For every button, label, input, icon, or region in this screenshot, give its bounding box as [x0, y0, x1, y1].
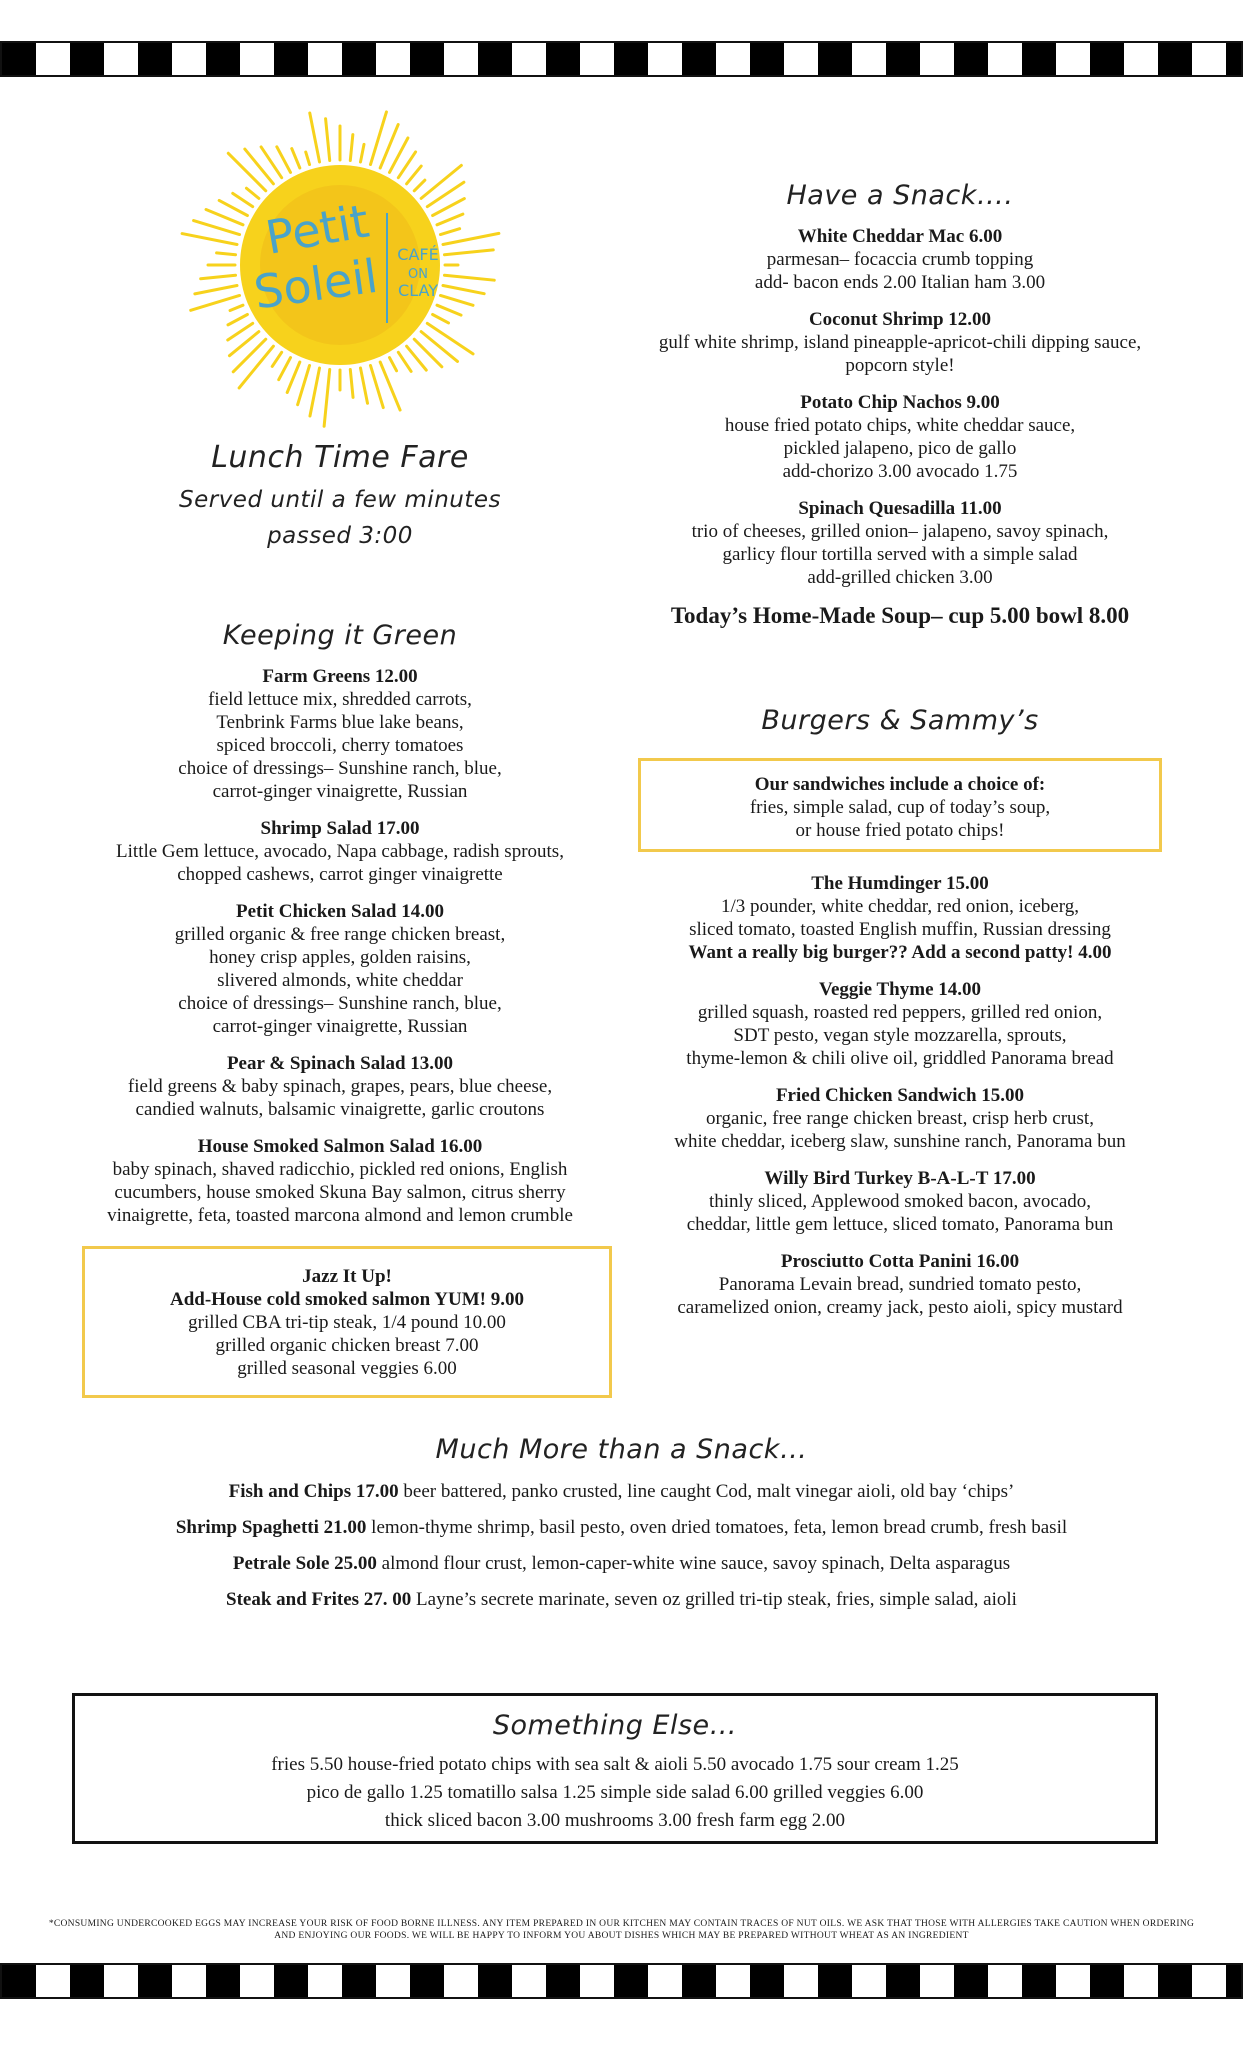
sun-ray: [219, 200, 247, 215]
sun-ray: [370, 365, 383, 407]
sun-ray: [350, 135, 353, 161]
menu-item-description: pickled jalapeno, pico de gallo: [783, 438, 1017, 459]
menu-item-name: Spinach Quesadilla 11.00: [798, 498, 1002, 519]
sun-ray: [360, 368, 367, 403]
menu-item: [85, 900, 595, 1038]
sun-ray: [437, 305, 461, 315]
burger-items: [630, 872, 1170, 1319]
sun-ray: [389, 358, 396, 371]
sandwich-choice-line-2: or house fried potato chips!: [795, 820, 1005, 841]
sun-ray: [421, 165, 461, 198]
menu-item: [630, 1084, 1170, 1153]
menu-item: [630, 225, 1170, 294]
menu-item-name: Fried Chicken Sandwich 15.00: [775, 1085, 1025, 1106]
menu-item-name: Coconut Shrimp 12.00: [808, 309, 992, 330]
sun-ray: [443, 233, 499, 244]
logo-word-petit: Petit: [261, 193, 373, 265]
more-item-name: Shrimp Spaghetti 21.00: [175, 1517, 367, 1538]
sun-ray: [310, 368, 320, 416]
sandwich-choice-line-1: fries, simple salad, cup of today’s soup,: [749, 797, 1051, 818]
lunch-subtitle: [120, 482, 560, 554]
menu-item-description: thinly sliced, Applewood smoked bacon, avocado,: [708, 1191, 1092, 1212]
lunch-subtitle-line-2: passed 3:00: [267, 523, 413, 549]
lunch-subtitle-line-1: Served until a few minutes: [178, 487, 502, 513]
jazz-line-2: grilled CBA tri-tip steak, 1/4 pound 10.00: [188, 1312, 506, 1333]
more-items: [0, 1481, 1243, 1611]
menu-item-description: garlicy flour tortilla served with a simple salad: [722, 544, 1078, 565]
menu-item-description: organic, free range chicken breast, crisp herb crust,: [706, 1108, 1094, 1129]
menu-item-description: choice of dressings– Sunshine ranch, blue,: [178, 758, 502, 779]
menu-item-description: Panorama Levain bread, sundried tomato pesto,: [718, 1274, 1082, 1295]
logo-tag-on: ON: [408, 267, 428, 282]
menu-item: [85, 817, 595, 886]
menu-item-description: field greens & baby spinach, grapes, pears, blue cheese,: [127, 1076, 553, 1097]
menu-item-description: white cheddar, iceberg slaw, sunshine ranch, Panorama bun: [674, 1131, 1126, 1152]
menu-item-name: White Cheddar Mac 6.00: [797, 226, 1003, 247]
sun-ray: [440, 295, 473, 305]
more-item-name: Steak and Frites 27. 00: [226, 1589, 412, 1610]
sun-ray: [201, 275, 236, 278]
menu-item-extra: Want a really big burger?? Add a second patty! 4.00: [688, 942, 1112, 963]
sun-ray: [194, 221, 240, 235]
menu-item-description: grilled squash, roasted red peppers, grilled red onion,: [697, 1002, 1103, 1023]
menu-item: [630, 978, 1170, 1070]
logo-word-soleil: Soleil: [250, 248, 381, 320]
sandwich-choice-box: [638, 758, 1162, 852]
menu-item: [630, 391, 1170, 483]
jazz-it-up-box: [82, 1246, 612, 1398]
footnote-line-1: *CONSUMING UNDERCOOKED EGGS MAY INCREASE YOUR RISK OF FOOD BORNE ILLNESS. ANY ITEM PREPARED IN OUR KITCHEN MAY CONTAIN TRACES OF NUT OILS. WE ASK THAT THOSE WITH ALLERGIES TAKE CAUTION WHEN ORDERING: [48, 1919, 1195, 1929]
menu-item-description: spiced broccoli, cherry tomatoes: [216, 735, 464, 756]
more-item-description: Layne’s secrete marinate, seven oz grilled tri-tip steak, fries, simple salad, aioli: [411, 1589, 1017, 1610]
more-item-name: Fish and Chips 17.00: [228, 1481, 399, 1502]
menu-item-description: cucumbers, house smoked Skuna Bay salmon, citrus sherry: [114, 1182, 566, 1203]
sandwich-choice-title: Our sandwiches include a choice of:: [754, 774, 1046, 795]
menu-item-description: Tenbrink Farms blue lake beans,: [216, 712, 464, 733]
menu-item-description: trio of cheeses, grilled onion– jalapeno, savoy spinach,: [691, 521, 1109, 542]
sun-ray: [279, 358, 291, 380]
sun-ray: [228, 314, 247, 324]
menu-item-name: Pear & Spinach Salad 13.00: [226, 1053, 454, 1074]
sun-ray: [310, 113, 320, 162]
menu-item-name: Willy Bird Turkey B-A-L-T 17.00: [764, 1168, 1036, 1189]
footnote-line-2: AND ENJOYING OUR FOODS. WE WILL BE HAPPY TO INFORM YOU ABOUT DISHES WHICH MAY BE PREPARED WITHOUT WHEAT AS AN INGREDIENT: [274, 1931, 969, 1941]
menu-item-description: gulf white shrimp, island pineapple-apricot-chili dipping sauce,: [658, 332, 1142, 353]
checker-border-top: [0, 41, 1243, 77]
menu-item: [630, 1167, 1170, 1236]
menu-item-description: SDT pesto, vegan style mozzarella, sprouts,: [733, 1025, 1067, 1046]
petit-soleil-logo: [170, 95, 510, 435]
sun-ray: [437, 214, 463, 225]
more-item: [0, 1589, 1243, 1611]
checker-border-bottom: [0, 1963, 1243, 1999]
more-item-name: Petrale Sole 25.00: [232, 1553, 377, 1574]
sun-ray: [272, 352, 281, 366]
sun-ray: [233, 339, 266, 372]
menu-item-name: Veggie Thyme 14.00: [818, 979, 982, 1000]
menu-item: [85, 1135, 595, 1227]
sun-ray: [414, 180, 425, 191]
sun-ray: [239, 346, 273, 388]
sun-ray: [433, 314, 449, 322]
menu-item-description: cheddar, little gem lettuce, sliced tomato, Panorama bun: [686, 1214, 1114, 1235]
else-line-3: thick sliced bacon 3.00 mushrooms 3.00 fresh farm egg 2.00: [384, 1810, 846, 1831]
menu-item-description: carrot-ginger vinaigrette, Russian: [212, 1016, 468, 1037]
menu-item-name: House Smoked Salmon Salad 16.00: [197, 1136, 483, 1157]
sun-ray: [440, 229, 459, 235]
menu-item-name: Potato Chip Nachos 9.00: [800, 392, 1000, 413]
logo-tag-clay: CLAY: [398, 281, 438, 300]
menu-item-description: house fried potato chips, white cheddar sauce,: [724, 415, 1076, 436]
soup-line: Today’s Home-Made Soup– cup 5.00 bowl 8.00: [670, 603, 1130, 628]
sun-ray: [230, 305, 243, 310]
lunch-title: Lunch Time Fare: [211, 440, 469, 475]
sun-ray: [324, 369, 330, 426]
menu-item-description: field lettuce mix, shredded carrots,: [208, 689, 472, 710]
jazz-line-3: grilled organic chicken breast 7.00: [215, 1335, 479, 1356]
sun-ray: [444, 250, 493, 255]
section-keeping-it-green: [85, 620, 595, 1241]
else-line-2: pico de gallo 1.25 tomatillo salsa 1.25 simple side salad 6.00 grilled veggies 6.00: [306, 1782, 924, 1803]
menu-item: [630, 497, 1170, 589]
sun-ray: [182, 234, 237, 245]
menu-item-description: popcorn style!: [845, 355, 955, 376]
sun-ray: [360, 144, 364, 162]
menu-item-name: Prosciutto Cotta Panini 16.00: [780, 1251, 1020, 1272]
menu-item-name: Farm Greens 12.00: [262, 666, 418, 687]
sun-ray: [298, 365, 310, 404]
sun-ray: [427, 323, 473, 354]
menu-item-description: add-grilled chicken 3.00: [807, 567, 993, 588]
menu-item-name: Shrimp Salad 17.00: [260, 818, 420, 839]
menu-item-name: Petit Chicken Salad 14.00: [236, 901, 444, 922]
more-item: [0, 1481, 1243, 1503]
menu-item-description: thyme-lemon & chili olive oil, griddled Panorama bread: [686, 1048, 1114, 1069]
sun-ray: [277, 147, 291, 173]
sun-ray: [287, 362, 300, 392]
snack-items: [630, 225, 1170, 589]
menu-item: [630, 1250, 1170, 1319]
menu-item-description: honey crisp apples, golden raisins,: [209, 947, 471, 968]
more-item-description: lemon-thyme shrimp, basil pesto, oven dried tomatoes, feta, lemon bread crumb, fresh basil: [366, 1517, 1068, 1538]
menu-item-description: add- bacon ends 2.00 Italian ham 3.00: [754, 272, 1046, 293]
section-title-burgers: Burgers & Sammy’s: [761, 705, 1039, 736]
more-item: [0, 1553, 1243, 1575]
more-item-description: almond flour crust, lemon-caper-white wine sauce, savoy spinach, Delta asparagus: [376, 1553, 1011, 1574]
green-items: [85, 665, 595, 1227]
menu-item-description: candied walnuts, balsamic vinaigrette, garlic croutons: [135, 1099, 545, 1120]
menu-item-description: caramelized onion, creamy jack, pesto aioli, spicy mustard: [677, 1297, 1123, 1318]
sun-ray: [407, 166, 422, 184]
section-title-green: Keeping it Green: [222, 620, 458, 651]
menu-item-name: The Humdinger 15.00: [811, 873, 989, 894]
menu-item-description: chopped cashews, carrot ginger vinaigrette: [177, 864, 503, 885]
burger-items-column: [630, 872, 1170, 1333]
section-title-snack: Have a Snack….: [786, 180, 1014, 211]
menu-item-description: slivered almonds, white cheddar: [217, 970, 463, 991]
menu-item-description: add-chorizo 3.00 avocado 1.75: [782, 461, 1018, 482]
jazz-title: Jazz It Up!: [302, 1266, 392, 1287]
sun-ray: [228, 153, 265, 190]
something-else-box: [72, 1693, 1158, 1844]
menu-item-description: parmesan– focaccia crumb topping: [766, 249, 1034, 270]
sun-ray: [228, 323, 253, 340]
else-line-1: fries 5.50 house-fried potato chips with sea salt & aioli 5.50 avocado 1.75 sour cream 1.25: [271, 1754, 959, 1775]
sun-ray: [245, 149, 274, 184]
sun-ray: [326, 119, 330, 161]
menu-item-description: baby spinach, shaved radicchio, pickled red onions, English: [112, 1159, 568, 1180]
sun-ray: [195, 285, 237, 293]
sun-ray: [246, 188, 258, 198]
jazz-line-1: Add-House cold smoked salmon YUM! 9.00: [170, 1289, 524, 1310]
more-item: [0, 1517, 1243, 1539]
sun-ray: [421, 332, 457, 362]
menu-item-description: Little Gem lettuce, avocado, Napa cabbage, radish sprouts,: [116, 841, 564, 862]
section-have-a-snack: [630, 180, 1170, 629]
menu-item: [85, 665, 595, 803]
menu-item-description: grilled organic & free range chicken breast,: [174, 924, 506, 945]
sun-ray: [443, 285, 484, 293]
menu-item-description: vinaigrette, feta, toasted marcona almond and lemon crumble: [107, 1205, 573, 1226]
allergy-footnote: [20, 1918, 1223, 1942]
sun-ray: [444, 275, 494, 280]
sun-ray: [350, 369, 353, 397]
menu-item-description: carrot-ginger vinaigrette, Russian: [212, 781, 468, 802]
more-item-description: beer battered, panko crusted, line caught Cod, malt vinegar aioli, old bay ‘chips’: [398, 1481, 1015, 1502]
logo-tag-cafe: CAFÉ: [397, 245, 439, 264]
section-title-else: Something Else…: [492, 1710, 738, 1741]
section-title-more: Much More than a Snack…: [435, 1434, 808, 1465]
sun-ray: [292, 149, 300, 168]
menu-item-description: 1/3 pounder, white cheddar, red onion, iceberg,: [721, 896, 1079, 917]
section-much-more: [0, 1434, 1243, 1625]
sun-ray: [398, 352, 411, 371]
menu-item-description: choice of dressings– Sunshine ranch, blue,: [178, 993, 502, 1014]
menu-item-description: sliced tomato, toasted English muffin, Russian dressing: [689, 919, 1111, 940]
menu-item: [85, 1052, 595, 1121]
sun-ray: [233, 193, 253, 206]
sun-ray: [217, 253, 236, 255]
jazz-line-4: grilled seasonal veggies 6.00: [237, 1358, 457, 1379]
menu-item: [630, 872, 1170, 964]
section-burgers-sammys: [630, 705, 1170, 750]
menu-item: [630, 308, 1170, 377]
sun-ray: [306, 152, 310, 164]
